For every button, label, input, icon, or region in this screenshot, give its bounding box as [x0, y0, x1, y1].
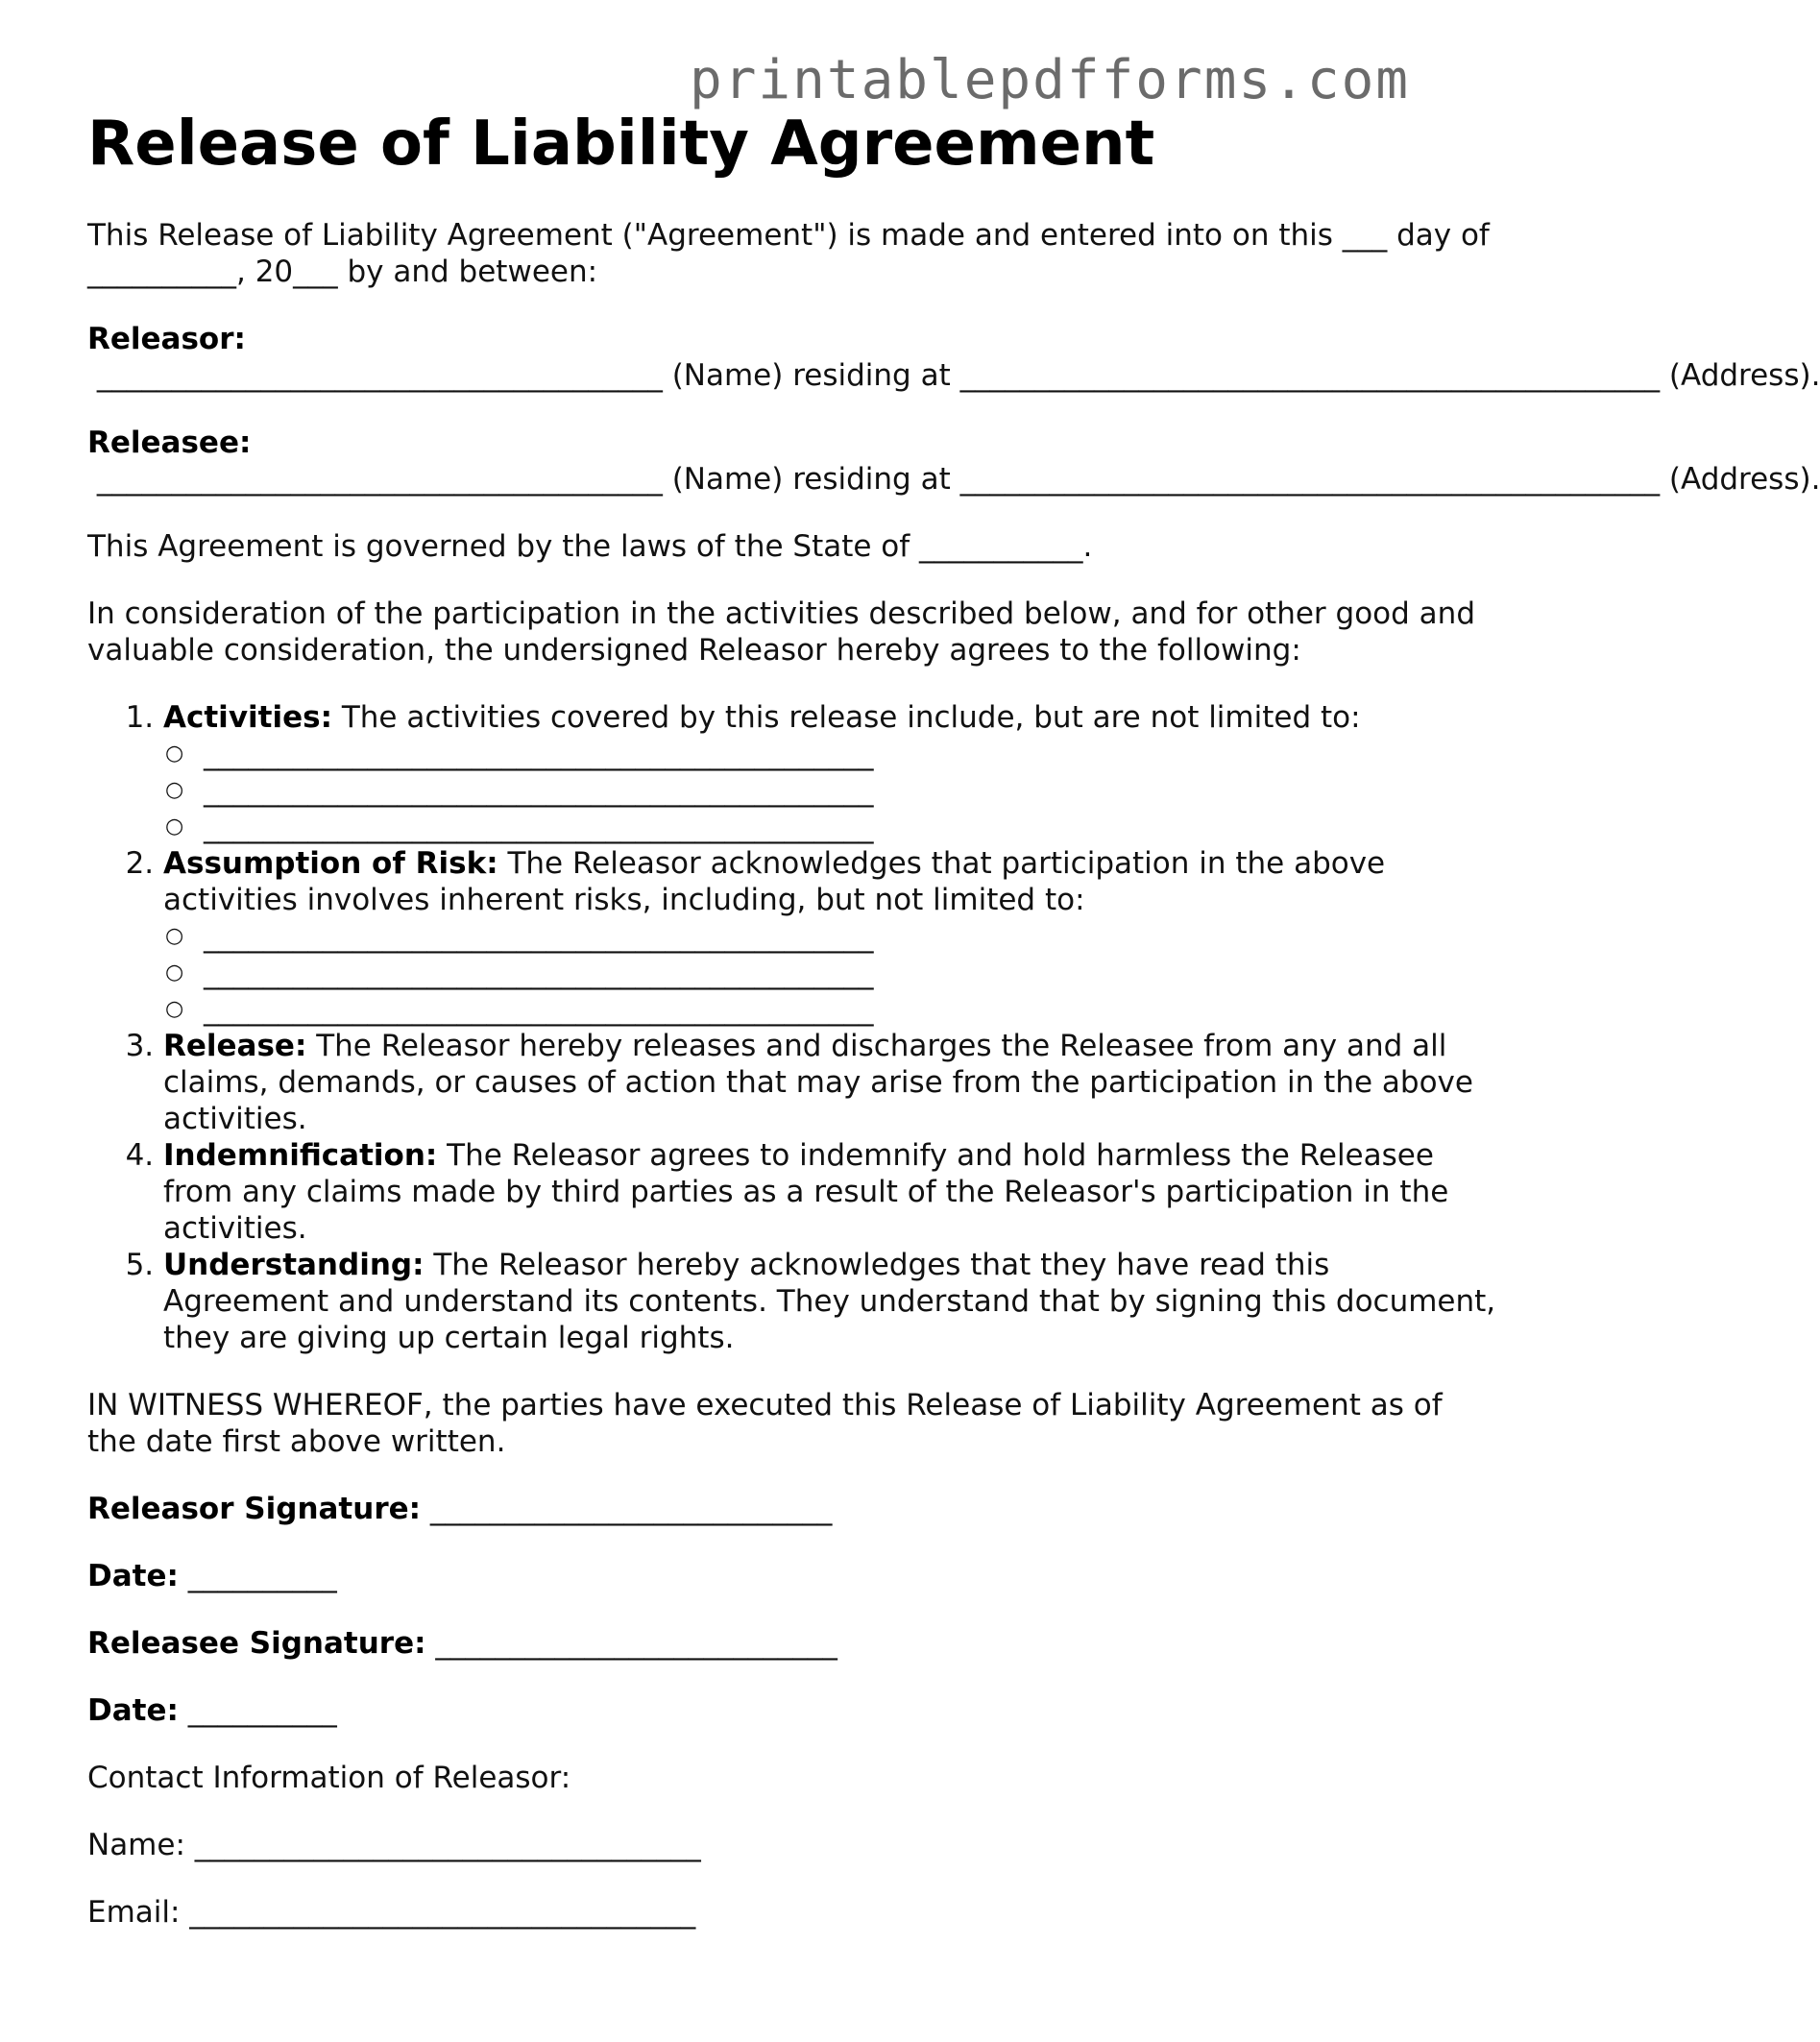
term-activities — [163, 699, 1499, 845]
witness-paragraph: IN WITNESS WHEREOF, the parties have executed this Release of Liability Agreement as of the date first above written. — [87, 1388, 1443, 1459]
term-text: The Releasor hereby releases and discharges the Releasee from any and all claims, demands, or causes of action that may arise from the participation in the above activities. — [163, 1029, 1473, 1136]
list-item — [165, 991, 1499, 1028]
list-item — [165, 772, 1499, 809]
releasee-signature-label: Releasee Signature: — [87, 1626, 426, 1661]
email-label: Email: — [87, 1895, 181, 1930]
term-assumption-of-risk — [163, 845, 1499, 1028]
circle-bullet-icon: ○ — [165, 778, 184, 802]
document-page — [87, 106, 1820, 1961]
releasor-field — [87, 321, 1820, 394]
contact-name-blank[interactable]: __________________________________ — [184, 1828, 701, 1862]
releasee-blank[interactable]: ______________________________________ (Name) residing at _______________________________________________ (Address). — [87, 462, 1820, 497]
consideration-paragraph: In consideration of the participation in the activities described below, and for other good and valuable consideration, the undersigned Releasor hereby agrees to the following: — [87, 596, 1475, 668]
term-release — [163, 1028, 1499, 1137]
releasor-label: Releasor: — [87, 322, 246, 356]
circle-bullet-icon: ○ — [165, 997, 184, 1021]
watermark: printablepdfforms.com — [690, 49, 1411, 111]
list-item — [165, 736, 1499, 772]
releasee-signature-line — [87, 1625, 1499, 1662]
releasor-date-line — [87, 1558, 1499, 1594]
risk-blank[interactable]: _____________________________________________ — [204, 956, 874, 990]
releasor-blank[interactable]: ______________________________________ (Name) residing at _______________________________________________ (Address). — [87, 358, 1820, 393]
term-text: The Releasor agrees to indemnify and hold harmless the Releasee from any claims made by third parties as a result of the Releasor's participation in the activities. — [163, 1138, 1449, 1246]
intro-paragraph: This Release of Liability Agreement ("Agreement") is made and entered into on this ___ day of __________, 20___ by and between: — [87, 218, 1490, 289]
activity-blank[interactable]: _____________________________________________ — [204, 737, 874, 771]
releasor-signature-blank[interactable]: ___________________________ — [421, 1492, 833, 1526]
releasor-date-blank[interactable]: __________ — [178, 1559, 337, 1593]
term-label: Indemnification: — [163, 1138, 438, 1173]
releasor-signature-line — [87, 1491, 1499, 1527]
circle-bullet-icon: ○ — [165, 814, 184, 839]
term-label: Understanding: — [163, 1248, 425, 1282]
contact-name-line — [87, 1827, 1499, 1863]
contact-email-blank[interactable]: __________________________________ — [180, 1895, 696, 1930]
releasor-signature-label: Releasor Signature: — [87, 1492, 422, 1526]
term-understanding — [163, 1247, 1499, 1356]
term-text: The Releasor acknowledges that participation in the above activities involves inherent risks, including, but not limited to: — [163, 846, 1386, 917]
name-label: Name: — [87, 1828, 185, 1862]
document-title: Release of Liability Agreement — [87, 109, 1155, 180]
risks-blank-list — [163, 918, 1499, 1028]
term-text: The Releasor hereby acknowledges that they have read this Agreement and understand its contents. They understand that by signing this document, they are giving up certain legal rights. — [163, 1248, 1496, 1355]
releasee-date-blank[interactable]: __________ — [178, 1693, 337, 1728]
list-item — [165, 918, 1499, 955]
activities-blank-list — [163, 736, 1499, 845]
term-indemnification — [163, 1137, 1499, 1247]
activity-blank[interactable]: _____________________________________________ — [204, 810, 874, 844]
releasee-signature-blank[interactable]: ___________________________ — [425, 1626, 837, 1661]
risk-blank[interactable]: _____________________________________________ — [204, 992, 874, 1027]
circle-bullet-icon: ○ — [165, 960, 184, 985]
list-item — [165, 809, 1499, 845]
governing-law-paragraph: This Agreement is governed by the laws of the State of ___________. — [87, 529, 1093, 564]
date-label: Date: — [87, 1693, 179, 1728]
risk-blank[interactable]: _____________________________________________ — [204, 919, 874, 954]
list-item — [165, 955, 1499, 991]
contact-heading: Contact Information of Releasor: — [87, 1761, 571, 1795]
releasee-date-line — [87, 1692, 1499, 1729]
term-label: Release: — [163, 1029, 307, 1063]
activity-blank[interactable]: _____________________________________________ — [204, 773, 874, 808]
circle-bullet-icon: ○ — [165, 741, 184, 766]
term-text: The activities covered by this release include, but are not limited to: — [331, 700, 1361, 735]
releasee-field — [87, 425, 1820, 498]
circle-bullet-icon: ○ — [165, 924, 184, 948]
date-label: Date: — [87, 1559, 179, 1593]
releasee-label: Releasee: — [87, 425, 252, 460]
terms-list — [87, 699, 1499, 1356]
contact-email-line — [87, 1894, 1499, 1931]
term-label: Assumption of Risk: — [163, 846, 498, 881]
term-label: Activities: — [163, 700, 332, 735]
